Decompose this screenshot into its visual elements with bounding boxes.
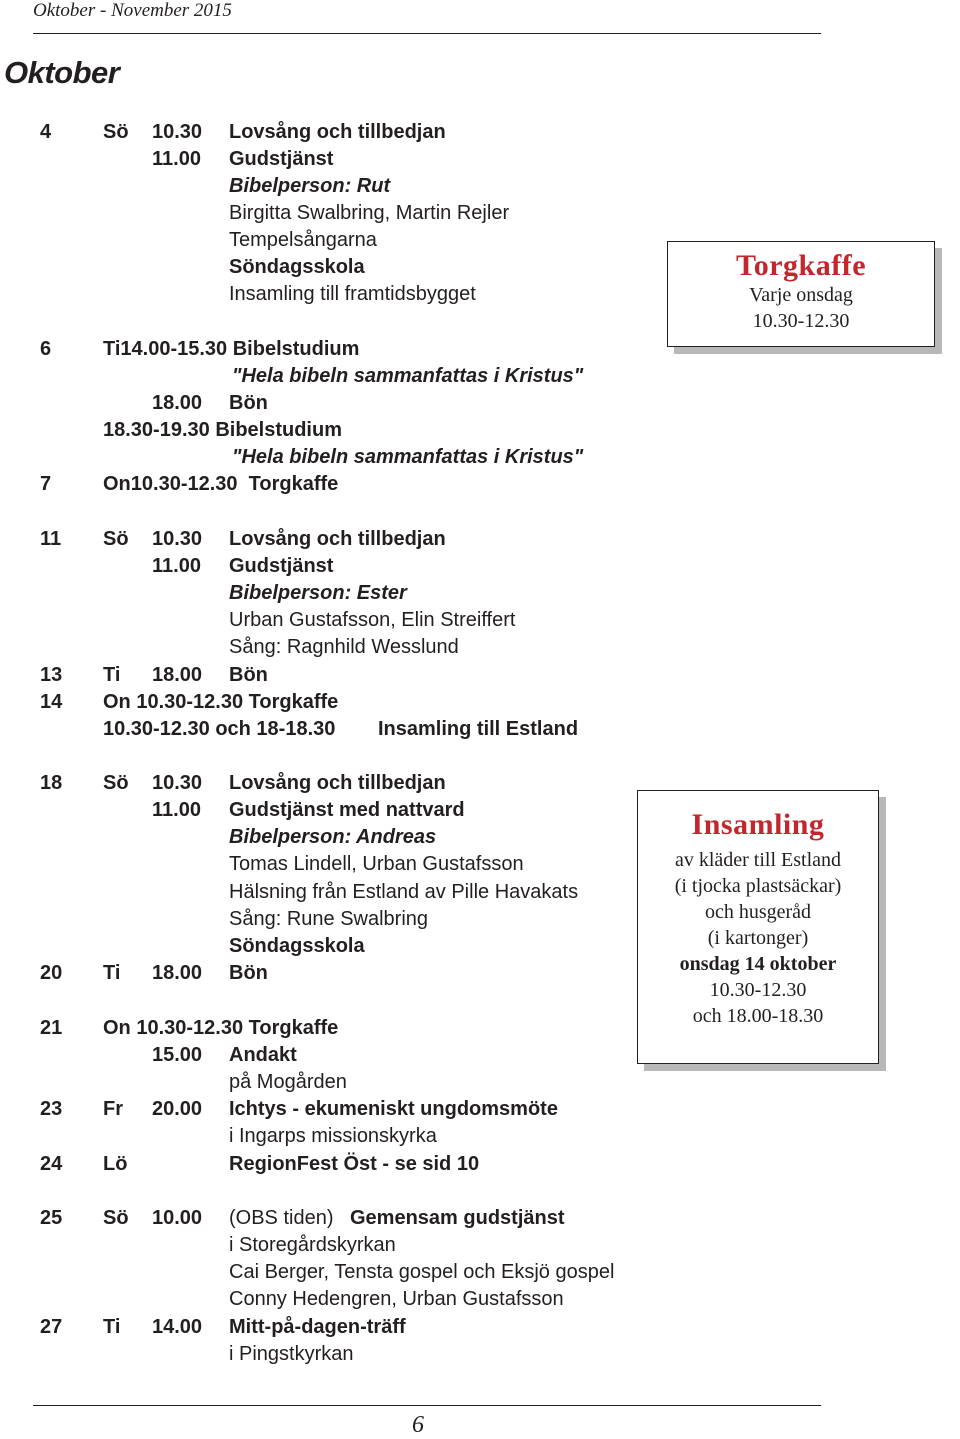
torgkaffe-box xyxy=(667,241,935,347)
schedule-text: Lovsång och tillbedjan xyxy=(229,121,446,143)
schedule-text: (OBS tiden) xyxy=(229,1207,340,1229)
schedule-text: Urban Gustafsson, Elin Streiffert xyxy=(229,609,516,631)
schedule-text: Mitt-på-dagen-träff xyxy=(229,1316,406,1338)
schedule-text: Söndagsskola xyxy=(229,256,365,278)
schedule-text: 14.00 xyxy=(152,1316,203,1338)
schedule-text: 23 xyxy=(40,1098,63,1120)
insamling-box-line: och 18.00-18.30 xyxy=(692,1005,824,1027)
insamling-box-line: av kläder till Estland xyxy=(674,849,842,871)
schedule-text: Conny Hedengren, Urban Gustafsson xyxy=(229,1288,564,1310)
schedule-text: Gudstjänst med nattvard xyxy=(229,799,465,821)
torgkaffe-box-line: 10.30-12.30 xyxy=(752,310,850,332)
schedule-text: 11.00 xyxy=(152,555,201,577)
schedule-text: "Hela bibeln sammanfattas i Kristus" xyxy=(232,446,584,468)
insamling-box xyxy=(637,790,879,1064)
schedule-text: Insamling till Estland xyxy=(378,718,579,740)
schedule-text: 20 xyxy=(40,962,63,984)
schedule-text: Sö xyxy=(103,772,129,794)
schedule-text: Andakt xyxy=(229,1044,297,1066)
schedule-text: 10.30-12.30 och 18-18.30 xyxy=(103,718,336,740)
schedule-text: Fr xyxy=(103,1098,123,1120)
page-number: 6 xyxy=(412,1412,424,1438)
schedule-text: 20.00 xyxy=(152,1098,203,1120)
schedule-text: 18.00 xyxy=(152,664,203,686)
schedule-text: Ti xyxy=(103,1316,121,1338)
schedule-text: Sö xyxy=(103,1207,129,1229)
schedule-text: 10.00 xyxy=(152,1207,203,1229)
schedule-text: i Storegårdskyrkan xyxy=(229,1234,396,1256)
running-header: Oktober - November 2015 xyxy=(33,0,232,21)
schedule-text: Tempelsångarna xyxy=(229,229,377,251)
schedule-text: Bön xyxy=(229,962,268,984)
schedule-text: Ichtys - ekumeniskt ungdomsmöte xyxy=(229,1098,558,1120)
schedule-text: på Mogården xyxy=(229,1071,347,1093)
insamling-box-title: Insamling xyxy=(691,808,825,841)
schedule-text: Tomas Lindell, Urban Gustafsson xyxy=(229,853,524,875)
schedule-text: 11.00 xyxy=(152,148,201,170)
schedule-text: 15.00 xyxy=(152,1044,203,1066)
insamling-box-date: onsdag 14 oktober xyxy=(679,953,837,975)
schedule-text: Bibelperson: Rut xyxy=(229,175,391,197)
schedule-text: 13 xyxy=(40,664,63,686)
schedule-text: Cai Berger, Tensta gospel och Eksjö gospel xyxy=(229,1261,615,1283)
insamling-box-line: (i tjocka plastsäckar) xyxy=(674,875,842,897)
schedule-text: RegionFest Öst - se sid 10 xyxy=(229,1153,480,1175)
schedule-text: i Pingstkyrkan xyxy=(229,1343,354,1365)
schedule-text: 10.30 xyxy=(152,121,203,143)
schedule-text: 7 xyxy=(40,473,52,495)
schedule-text: Sång: Rune Swalbring xyxy=(229,908,429,930)
insamling-box-line: och husgeråd xyxy=(704,901,812,923)
schedule-text: Gemensam gudstjänst xyxy=(350,1207,565,1229)
footer-rule xyxy=(33,1405,821,1406)
schedule-text: 18.30-19.30 Bibelstudium xyxy=(103,419,342,441)
insamling-box-line: (i kartonger) xyxy=(707,927,809,949)
header-rule xyxy=(33,33,821,34)
schedule-text: Bibelperson: Andreas xyxy=(229,826,437,848)
schedule-text: 10.30 xyxy=(152,528,203,550)
torgkaffe-box-title: Torgkaffe xyxy=(735,249,867,282)
schedule-text: 11 xyxy=(40,528,62,550)
schedule-text: Sö xyxy=(103,528,129,550)
schedule-text: Lö xyxy=(103,1153,128,1175)
schedule-text: Bön xyxy=(229,392,268,414)
schedule-text: Bön xyxy=(229,664,268,686)
schedule-text: 21 xyxy=(40,1017,63,1039)
schedule-text: 24 xyxy=(40,1153,63,1175)
schedule-text: 18.00 xyxy=(152,392,203,414)
schedule-text: "Hela bibeln sammanfattas i Kristus" xyxy=(232,365,584,387)
torgkaffe-box-line: Varje onsdag xyxy=(749,284,853,306)
schedule-text: Insamling till framtidsbygget xyxy=(229,283,476,305)
schedule-text: Gudstjänst xyxy=(229,148,334,170)
schedule-text: Hälsning från Estland av Pille Havakats xyxy=(229,881,579,903)
schedule-text: i Ingarps missionskyrka xyxy=(229,1125,437,1147)
schedule-text: Gudstjänst xyxy=(229,555,334,577)
schedule-text: 10.30 xyxy=(152,772,203,794)
schedule-text: 4 xyxy=(40,121,52,143)
schedule-text: 14 xyxy=(40,691,63,713)
schedule-text: 25 xyxy=(40,1207,63,1229)
schedule-text: 11.00 xyxy=(152,799,201,821)
schedule-text: 6 xyxy=(40,338,52,360)
schedule-text: Sång: Ragnhild Wesslund xyxy=(229,636,459,658)
schedule-text: 27 xyxy=(40,1316,63,1338)
schedule-text: Ti xyxy=(103,664,121,686)
schedule-text: Bibelperson: Ester xyxy=(229,582,407,604)
schedule-text: Sö xyxy=(103,121,129,143)
schedule-text: Ti14.00-15.30 Bibelstudium xyxy=(103,338,360,360)
schedule-text: Lovsång och tillbedjan xyxy=(229,772,446,794)
schedule-text: On 10.30-12.30 Torgkaffe xyxy=(103,691,339,713)
schedule-text: Birgitta Swalbring, Martin Rejler xyxy=(229,202,510,224)
schedule-text: On 10.30-12.30 Torgkaffe xyxy=(103,1017,339,1039)
month-heading: Oktober xyxy=(4,55,120,90)
schedule-text: 18 xyxy=(40,772,63,794)
schedule-text: Ti xyxy=(103,962,121,984)
schedule-text: 18.00 xyxy=(152,962,203,984)
insamling-box-line: 10.30-12.30 xyxy=(709,979,807,1001)
schedule-text: Lovsång och tillbedjan xyxy=(229,528,446,550)
schedule-text: On10.30-12.30 Torgkaffe xyxy=(103,473,339,495)
schedule-text: Söndagsskola xyxy=(229,935,365,957)
